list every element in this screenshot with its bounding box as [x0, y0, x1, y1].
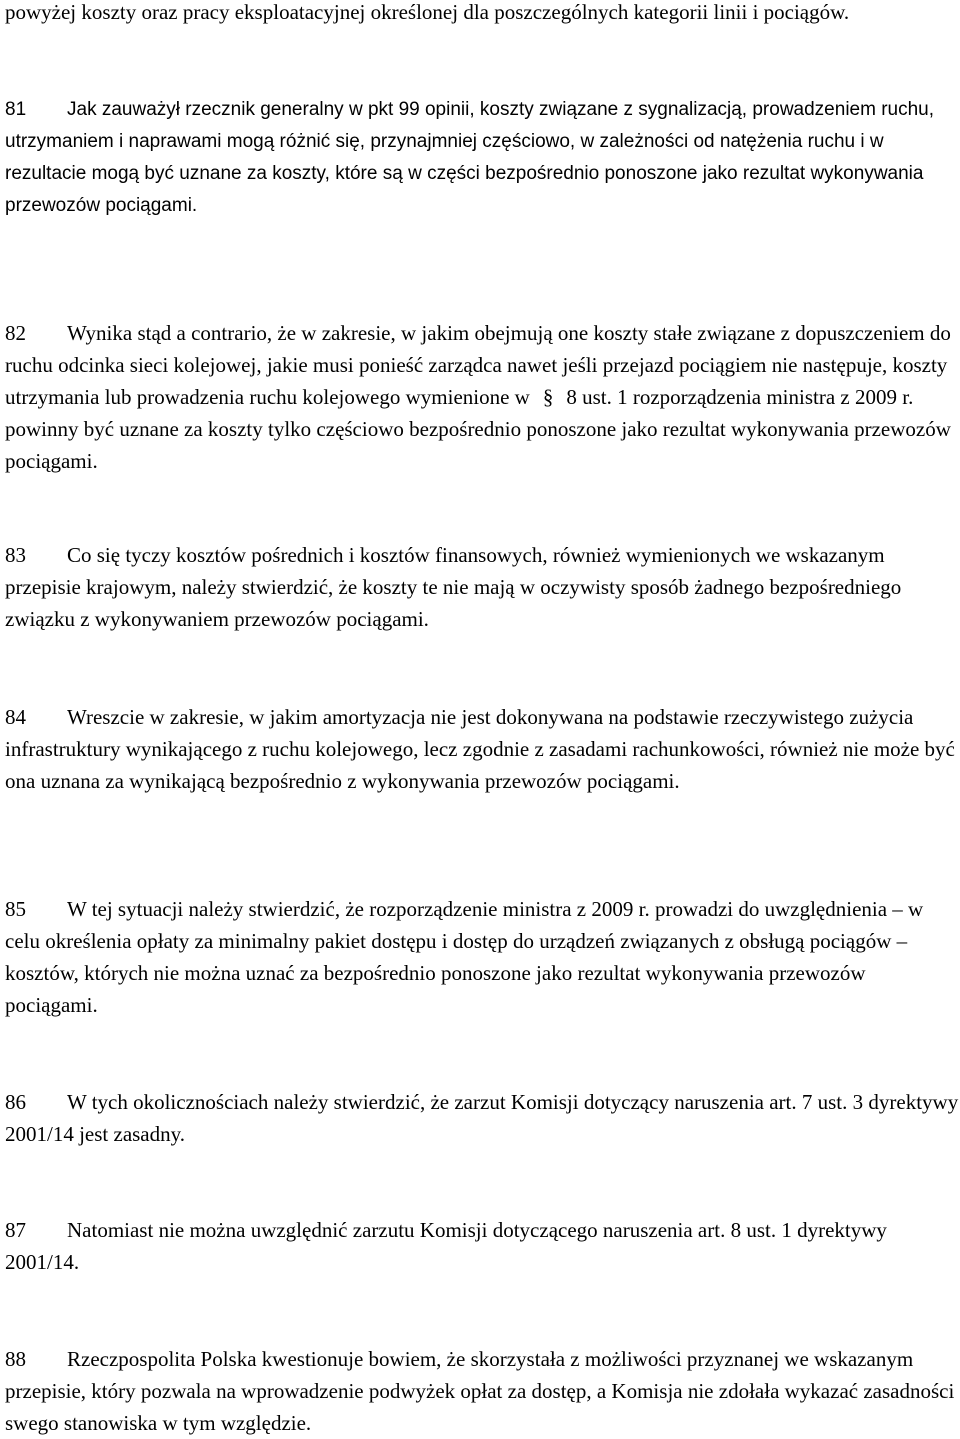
section-sign: §: [542, 385, 554, 409]
paragraph-text: W tej sytuacji należy stwierdzić, że rozporządzenie ministra z 2009 r. prowadzi do uwzględnienia – w celu określenia opłaty za minimalny pakiet dostępu i dostęp do urządzeń związanych z obsługą pociągów – kosztów, których nie można uznać za bezpośrednio ponoszone jako rezultat wykonywania przewozów pociągami.: [5, 897, 924, 1017]
paragraph-text-continued: 8 ust. 1 rozporządzenia ministra z 2009 r. powinny być uznane za koszty tylko częściowo bezpośrednio ponoszone jako rezultat wykonywania przewozów pociągami.: [5, 385, 951, 473]
paragraph-number: 87: [5, 1218, 26, 1242]
paragraph-number: 84: [5, 705, 26, 729]
paragraph-text: Wreszcie w zakresie, w jakim amortyzacja nie jest dokonywana na podstawie rzeczywistego zużycia infrastruktury wynikającego z ruchu kolejowego, lecz zgodnie z zasadami rachunkowości, również nie może być ona uznana za wynikającą bezpośrednio z wykonywania przewozów pociągami.: [5, 705, 955, 793]
paragraph-number: 88: [5, 1347, 26, 1371]
paragraph-text: W tych okolicznościach należy stwierdzić, że zarzut Komisji dotyczący naruszenia art. 7 ust. 3 dyrektywy 2001/14 jest zasadny.: [5, 1090, 959, 1146]
paragraph-85: [5, 893, 960, 1021]
paragraph-number: 85: [5, 897, 26, 921]
paragraph-number: 83: [5, 543, 26, 567]
paragraph-number: 81: [5, 99, 27, 120]
paragraph-text: Wynika stąd a contrario, że w zakresie, w jakim obejmują one koszty stałe związane z dopuszczeniem do ruchu odcinka sieci kolejowej, jakie musi ponieść zarządca nawet jeśli przejazd pociągiem nie następuje, koszty utrzymania lub prowadzenia ruchu kolejowego wymienione w: [5, 321, 951, 409]
paragraph-text: Jak zauważył rzecznik generalny w pkt 99 opinii, koszty związane z sygnalizacją, prowadzeniem ruchu, utrzymaniem i naprawami mogą różnić się, przynajmniej częściowo, w zależności od natężenia ruchu i w rezultacie mogą być uznane za koszty, które są w części bezpośrednio ponoszone jako rezultat wykonywania przewozów pociągami.: [5, 99, 935, 216]
continuation-paragraph: [5, 0, 960, 28]
paragraph-83: [5, 539, 960, 635]
paragraph-text: Co się tyczy kosztów pośrednich i kosztów finansowych, również wymienionych we wskazanym przepisie krajowym, należy stwierdzić, że koszty te nie mają w oczywisty sposób żadnego bezpośredniego związku z wykonywaniem przewozów pociągami.: [5, 543, 902, 631]
paragraph-text: Natomiast nie można uwzględnić zarzutu Komisji dotyczącego naruszenia art. 8 ust. 1 dyrektywy 2001/14.: [5, 1218, 887, 1274]
paragraph-text: Rzeczpospolita Polska kwestionuje bowiem, że skorzystała z możliwości przyznanej we wskazanym przepisie, który pozwala na wprowadzenie podwyżek opłat za dostęp, a Komisja nie zdołała wykazać zasadności swego stanowiska w tym względzie.: [5, 1347, 955, 1435]
paragraph-84: [5, 701, 960, 797]
paragraph-88: [5, 1343, 960, 1439]
paragraph-number: 82: [5, 321, 26, 345]
paragraph-81: [5, 94, 960, 222]
paragraph-text: powyżej koszty oraz pracy eksploatacyjnej określonej dla poszczególnych kategorii linii i pociągów.: [5, 0, 850, 24]
paragraph-87: [5, 1214, 960, 1278]
paragraph-82: [5, 317, 960, 477]
paragraph-86: [5, 1086, 960, 1150]
paragraph-number: 86: [5, 1090, 26, 1114]
